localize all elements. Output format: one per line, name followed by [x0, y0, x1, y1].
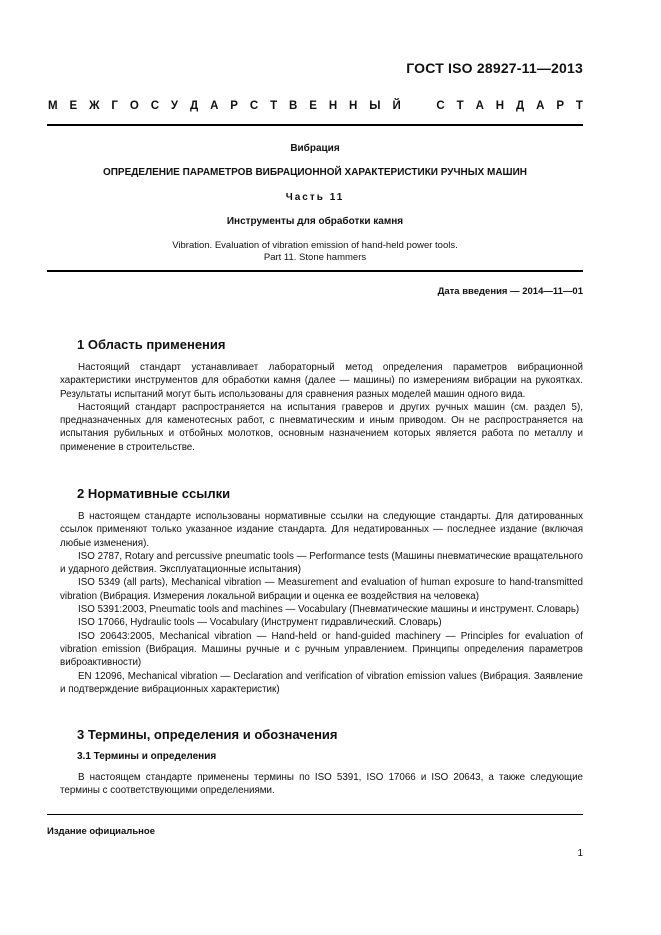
heading-letter: Е	[69, 100, 78, 112]
heading-letter: С	[150, 100, 159, 112]
reference-entry: ISO 17066, Hydraulic tools — Vocabulary (Инструмент гидравлический. Словарь)	[78, 617, 442, 629]
english-title-line-2: Part 11. Stone hammers	[263, 252, 367, 263]
official-edition-label: Издание официальное	[47, 826, 155, 837]
reference-entry: EN 12096, Mechanical vibration — Declaration and verification of vibration emission values (Вибрация. Заявление и подтверждение вибрационных характеристик)	[60, 670, 583, 695]
section-2-body	[60, 510, 583, 696]
title-rule	[47, 270, 583, 272]
section-1-paragraph: Настоящий стандарт устанавливает лабораторный метод определения параметров вибрационной характеристики инструментов для обработки камня (далее — машины) по измерениям вибрации на рукоятках. Результаты испытаний могут быть использованы для сравнения разных моделей машин одного вида.	[60, 362, 583, 400]
heading-letter: Т	[456, 100, 464, 112]
section-2-title: 2 Нормативные ссылки	[77, 486, 231, 501]
reference-entry: ISO 2787, Rotary and percussive pneumatic tools — Performance tests (Машины пневматические вращательного и ударного действия. Эксплуатационные испытания)	[60, 550, 583, 576]
section-1-body	[60, 361, 583, 454]
heading-letter: Е	[309, 100, 317, 112]
section-1-title: 1 Область применения	[77, 337, 226, 352]
topic-title: Вибрация	[290, 143, 340, 154]
heading-letter: Д	[189, 100, 199, 112]
heading-letter: В	[289, 100, 298, 112]
heading-letter: А	[475, 100, 484, 112]
heading-letter: Н	[328, 100, 338, 112]
section-3-paragraph: В настоящем стандарте применены термины по ISO 5391, ISO 17066 и ISO 20643, а также следующие термины с соответствующими определениями.	[60, 772, 583, 797]
heading-letter: М	[48, 100, 58, 112]
heading-letter: Ы	[369, 100, 381, 112]
section-3-body	[60, 771, 583, 798]
reference-entry: ISO 5349 (all parts), Mechanical vibration — Measurement and evaluation of human exposure to hand-transmitted vibration (Вибрация. Измерения локальной вибрации и оценка ее воздействия на человека)	[60, 577, 583, 602]
heading-letter: Ж	[89, 100, 100, 112]
english-title-line-1: Vibration. Evaluation of vibration emission of hand-held power tools.	[172, 240, 458, 251]
heading-letter: Т	[575, 100, 583, 112]
page-number: 1	[577, 848, 583, 859]
heading-letter: Й	[392, 100, 401, 112]
part-number: Часть 11	[285, 192, 345, 203]
effective-date: Дата введения — 2014—11—01	[437, 286, 583, 297]
header-rule	[47, 124, 583, 126]
interstate-standard-heading	[48, 100, 583, 112]
reference-entry: ISO 5391:2003, Pneumatic tools and machines — Vocabulary (Пневматические машины и инструмент. Словарь)	[78, 604, 580, 616]
heading-letter: Н	[349, 100, 358, 112]
heading-letter: Р	[556, 100, 565, 112]
subsection-3-1-title: 3.1 Термины и определения	[77, 751, 217, 762]
heading-letter: Г	[111, 100, 118, 112]
heading-letter: Т	[270, 100, 278, 112]
part-title: Инструменты для обработки камня	[226, 216, 404, 227]
heading-letter: А	[210, 100, 219, 112]
heading-letter: Р	[230, 100, 238, 112]
section-1-paragraph: Настоящий стандарт распространяется на испытания граверов и других ручных машин (см. раздел 5), предназначенных для каменотесных работ, с пневматическим и иным приводом. Он не распространяется на испытания рубильных и отбойных молотков, основным назначением которых является работа по металлу и применение в строительстве.	[60, 401, 583, 453]
document-code: ГОСТ ISO 28927-11—2013	[406, 60, 583, 76]
footer-rule	[47, 814, 583, 815]
heading-letter: А	[536, 100, 545, 112]
main-title: ОПРЕДЕЛЕНИЕ ПАРАМЕТРОВ ВИБРАЦИОННОЙ ХАРАКТЕРИСТИКИ РУЧНЫХ МАШИН	[102, 167, 528, 178]
heading-letter: С	[436, 100, 445, 112]
heading-letter: Д	[516, 100, 525, 112]
heading-letter: О	[129, 100, 139, 112]
heading-letter: У	[170, 100, 179, 112]
section-2-paragraph: В настоящем стандарте использованы нормативные ссылки на следующие стандарты. Для датированных ссылок применяют только указанное издание стандарта. Для недатированных — последнее издание (включая любые изменения).	[60, 511, 583, 549]
heading-letter: Н	[495, 100, 505, 112]
section-3-title: 3 Термины, определения и обозначения	[77, 727, 338, 742]
reference-entry: ISO 20643:2005, Mechanical vibration — Hand-held or hand-guided machinery — Principles for evaluation of vibration emission (Вибрация. Машины ручные и с ручным управлением. Принципы определения параметров виброактивности)	[60, 630, 583, 669]
heading-letter: С	[249, 100, 259, 112]
